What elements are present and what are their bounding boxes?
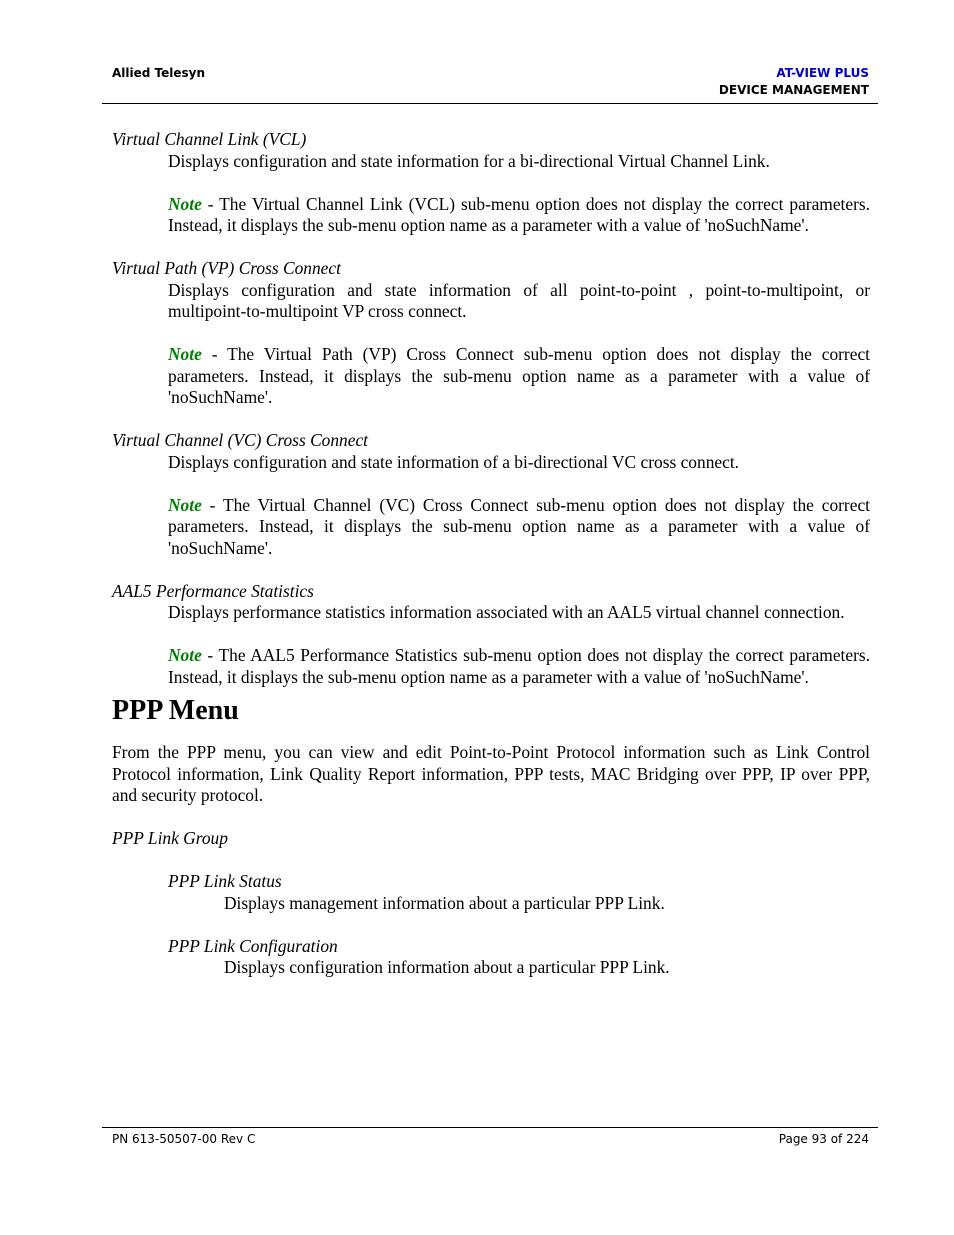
vp-note	[168, 344, 870, 409]
ppp-heading: PPP Menu	[112, 695, 239, 726]
header-product: AT-VIEW PLUS	[776, 66, 869, 80]
vcl-title: Virtual Channel Link (VCL)	[112, 129, 307, 149]
header-company: Allied Telesyn	[112, 66, 206, 80]
aal5-note	[168, 645, 870, 688]
footer-part-number: PN 613-50507-00 Rev C	[112, 1132, 256, 1146]
note-text: - The AAL5 Performance Statistics sub-menu option does not display the correct parameters. Instead, it displays the sub-menu option name as a parameter with a value of 'noSuchName'.	[168, 645, 870, 687]
vcl-description: Displays configuration and state information for a bi-directional Virtual Channel Link.	[168, 150, 770, 171]
ppp-link-configuration-title: PPP Link Configuration	[168, 935, 338, 956]
ppp-intro: From the PPP menu, you can view and edit Point-to-Point Protocol information such as Link Control Protocol information, Link Quality Report information, PPP tests, MAC Bridging over PPP, IP over PPP, and security protocol.	[112, 742, 870, 805]
note-label: Note	[168, 494, 202, 515]
note-text: - The Virtual Channel Link (VCL) sub-menu option does not display the correct parameters. Instead, it displays the sub-menu option name as a parameter with a value of 'noSuchName'.	[168, 193, 870, 235]
vp-description: Displays configuration and state information of all point-to-point , point-to-multipoint, or multipoint-to-multipoint VP cross connect.	[168, 279, 870, 321]
aal5-description: Displays performance statistics information associated with an AAL5 virtual channel connection.	[168, 602, 845, 622]
vc-description: Displays configuration and state information of a bi-directional VC cross connect.	[168, 451, 740, 472]
ppp-link-status-title: PPP Link Status	[168, 871, 282, 891]
page-content	[112, 129, 870, 979]
vp-title: Virtual Path (VP) Cross Connect	[112, 258, 341, 278]
note-text: - The Virtual Channel (VC) Cross Connect sub-menu option does not display the correct parameters. Instead, it displays the sub-menu option name as a parameter with a value of 'noSuchName'.	[168, 494, 870, 558]
note-label: Note	[168, 344, 202, 364]
ppp-link-configuration-description: Displays configuration information about a particular PPP Link.	[224, 957, 670, 977]
header-rule	[102, 103, 878, 104]
note-text: - The Virtual Path (VP) Cross Connect sub-menu option does not display the correct parameters. Instead, it displays the sub-menu option name as a parameter with a value of 'noSuchName'.	[168, 344, 870, 407]
aal5-title: AAL5 Performance Statistics	[112, 580, 314, 601]
header-section: DEVICE MANAGEMENT	[718, 83, 869, 97]
note-label: Note	[168, 645, 202, 665]
ppp-link-status-description: Displays management information about a particular PPP Link.	[224, 892, 665, 913]
vcl-note	[168, 194, 870, 237]
ppp-group-title: PPP Link Group	[112, 828, 228, 848]
vc-title: Virtual Channel (VC) Cross Connect	[112, 430, 369, 450]
note-label: Note	[168, 193, 202, 214]
vc-note	[168, 495, 870, 560]
footer-rule	[102, 1127, 878, 1128]
footer-page-number: Page 93 of 224	[778, 1132, 869, 1146]
